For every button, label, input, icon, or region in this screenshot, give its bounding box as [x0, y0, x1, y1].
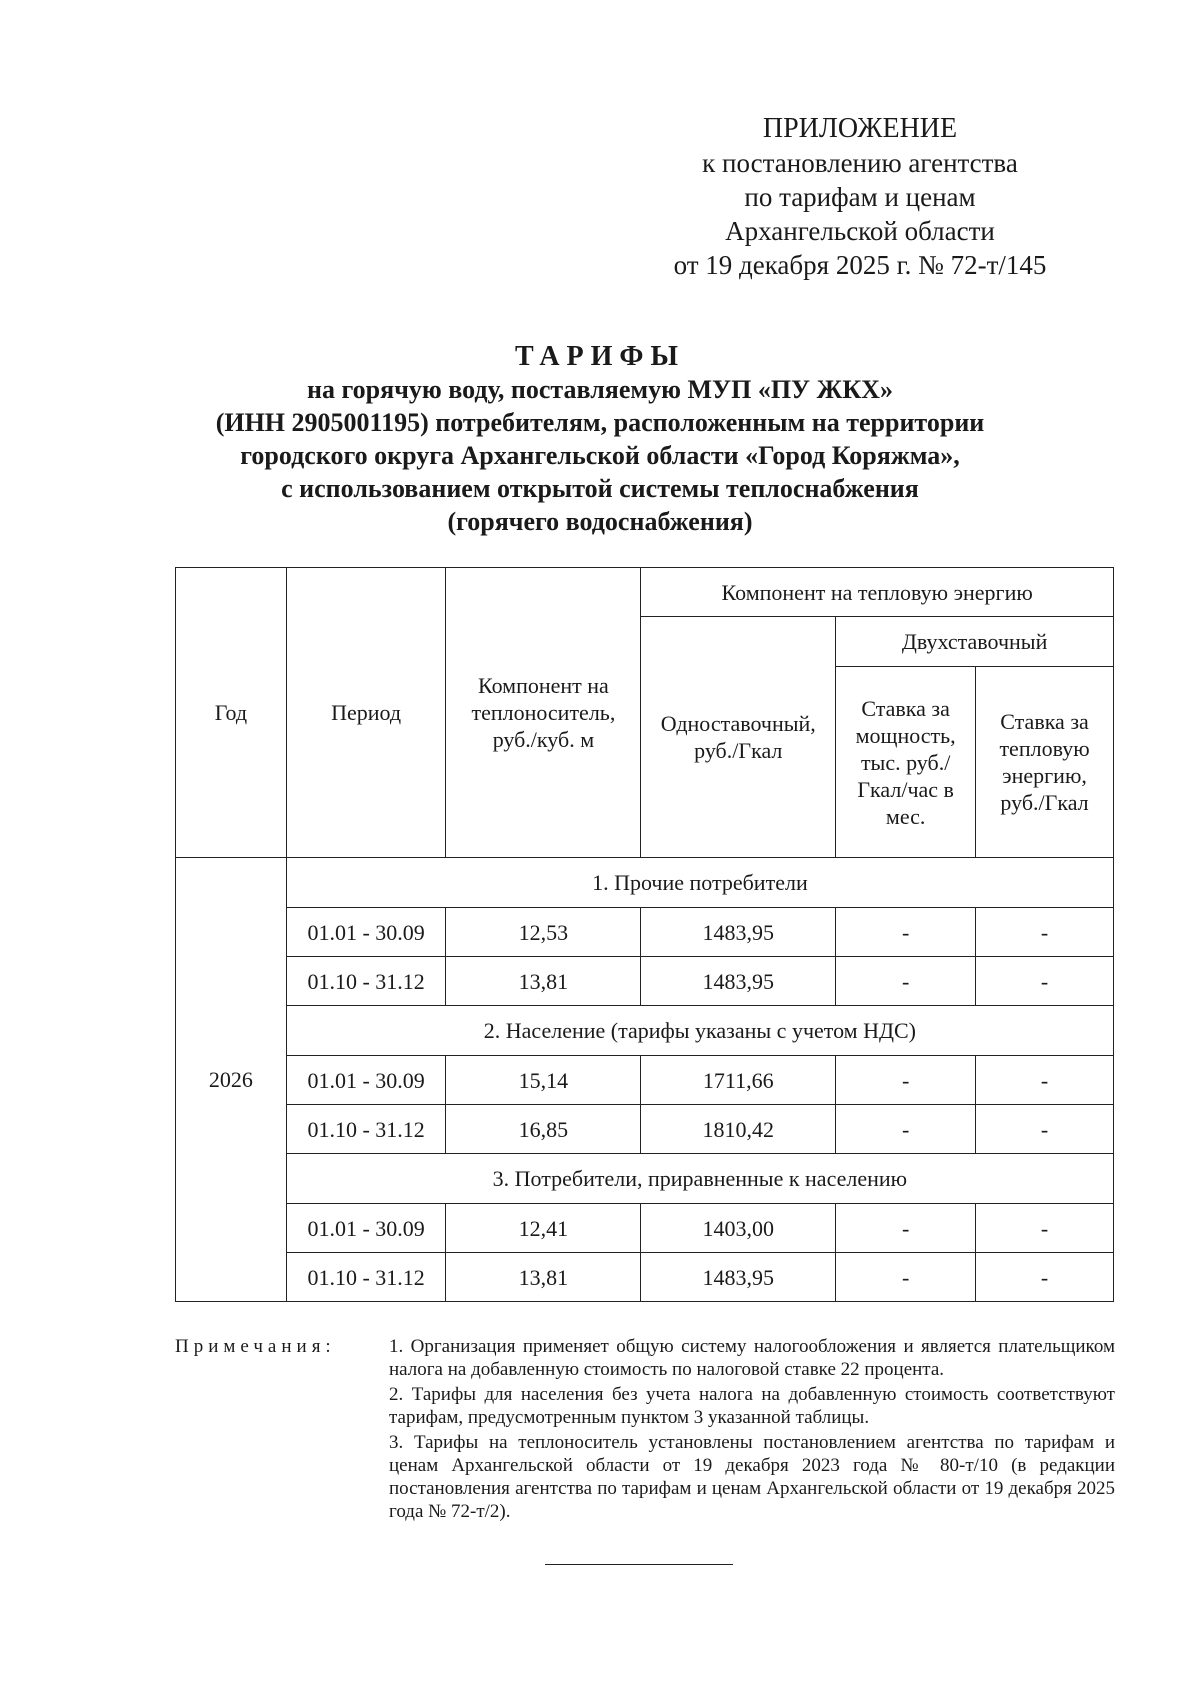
energy-rate-cell: - [976, 1204, 1114, 1253]
section-title: 3. Потребители, приравненные к населению [286, 1154, 1113, 1204]
header-heat-component: Компонент на тепловую энергию [641, 568, 1114, 617]
energy-rate-cell: - [976, 1056, 1114, 1105]
title-line: (ИНН 2905001195) потребителям, расположенным на территории [215, 408, 985, 437]
title-line: с использованием открытой системы теплоснабжения [281, 474, 919, 503]
period-cell: 01.10 - 31.12 [286, 957, 446, 1006]
power-rate-cell: - [836, 957, 976, 1006]
title-word: ТАРИФЫ [515, 341, 685, 372]
table-row [176, 1056, 1114, 1105]
appendix-line: к постановлению агентства [702, 148, 1018, 178]
header-single-rate: Одноставочный, руб./Гкал [641, 617, 836, 858]
note-item: 1. Организация применяет общую систему налогообложения и является плательщиком налога на добавленную стоимость по налоговой ставке 22 процента. [389, 1336, 1115, 1380]
single-rate-cell: 1403,00 [641, 1204, 836, 1253]
carrier-cell: 13,81 [446, 1253, 641, 1302]
carrier-cell: 12,53 [446, 908, 641, 957]
closing-divider [545, 1564, 733, 1565]
power-rate-cell: - [836, 1056, 976, 1105]
energy-rate-cell: - [976, 1105, 1114, 1154]
header-two-rate: Двухставочный [836, 617, 1114, 667]
energy-rate-cell: - [976, 957, 1114, 1006]
carrier-cell: 12,41 [446, 1204, 641, 1253]
table-row [176, 957, 1114, 1006]
period-cell: 01.01 - 30.09 [286, 1056, 446, 1105]
notes-label: Примечания: [175, 1336, 336, 1357]
single-rate-cell: 1483,95 [641, 908, 836, 957]
header-period: Период [286, 568, 446, 858]
energy-rate-cell: - [976, 908, 1114, 957]
power-rate-cell: - [836, 1253, 976, 1302]
carrier-cell: 16,85 [446, 1105, 641, 1154]
carrier-cell: 13,81 [446, 957, 641, 1006]
table-row [176, 1204, 1114, 1253]
single-rate-cell: 1483,95 [641, 1253, 836, 1302]
power-rate-cell: - [836, 908, 976, 957]
title-line: на горячую воду, поставляемую МУП «ПУ ЖКХ» [307, 375, 893, 404]
period-cell: 01.10 - 31.12 [286, 1253, 446, 1302]
year-cell: 2026 [176, 858, 287, 1302]
appendix-line: Архангельской области [725, 216, 995, 246]
section-title: 1. Прочие потребители [286, 858, 1113, 908]
header-power-rate: Ставка за мощность, тыс. руб./ Гкал/час в мес. [836, 667, 976, 858]
note-item: 3. Тарифы на теплоноситель установлены постановлением агентства по тарифам и ценам Архангельской области от 19 декабря 2023 года № 80-т/10 (в редакции постановления агентства по тарифам и ценам Архангельской области от 19 декабря 2025 года № 72-т/2). [389, 1432, 1115, 1522]
appendix-line: от 19 декабря 2025 г. № 72-т/145 [673, 250, 1047, 280]
title-line: городского округа Архангельской области «Город Коряжма», [240, 441, 960, 470]
appendix-line: по тарифам и ценам [744, 182, 976, 212]
single-rate-cell: 1711,66 [641, 1056, 836, 1105]
appendix-header [640, 112, 1080, 282]
header-year: Год [176, 568, 287, 858]
period-cell: 01.01 - 30.09 [286, 1204, 446, 1253]
table-row [176, 1253, 1114, 1302]
power-rate-cell: - [836, 1204, 976, 1253]
single-rate-cell: 1483,95 [641, 957, 836, 1006]
section-title: 2. Население (тарифы указаны с учетом НДС) [286, 1006, 1113, 1056]
energy-rate-cell: - [976, 1253, 1114, 1302]
period-cell: 01.10 - 31.12 [286, 1105, 446, 1154]
notes-list [389, 1335, 1115, 1525]
single-rate-cell: 1810,42 [641, 1105, 836, 1154]
document-title [150, 340, 1050, 538]
table-row [176, 1105, 1114, 1154]
table-row [176, 908, 1114, 957]
period-cell: 01.01 - 30.09 [286, 908, 446, 957]
power-rate-cell: - [836, 1105, 976, 1154]
note-item: 2. Тарифы для населения без учета налога на добавленную стоимость соответствуют тарифам, предусмотренным пунктом 3 указанной таблицы. [389, 1384, 1115, 1428]
carrier-cell: 15,14 [446, 1056, 641, 1105]
tariff-table [175, 567, 1114, 1302]
header-energy-rate: Ставка за тепловую энергию, руб./Гкал [976, 667, 1114, 858]
title-line: (горячего водоснабжения) [447, 507, 753, 536]
appendix-heading: ПРИЛОЖЕНИЕ [762, 113, 958, 144]
header-carrier: Компонент на теплоноситель, руб./куб. м [446, 568, 641, 858]
